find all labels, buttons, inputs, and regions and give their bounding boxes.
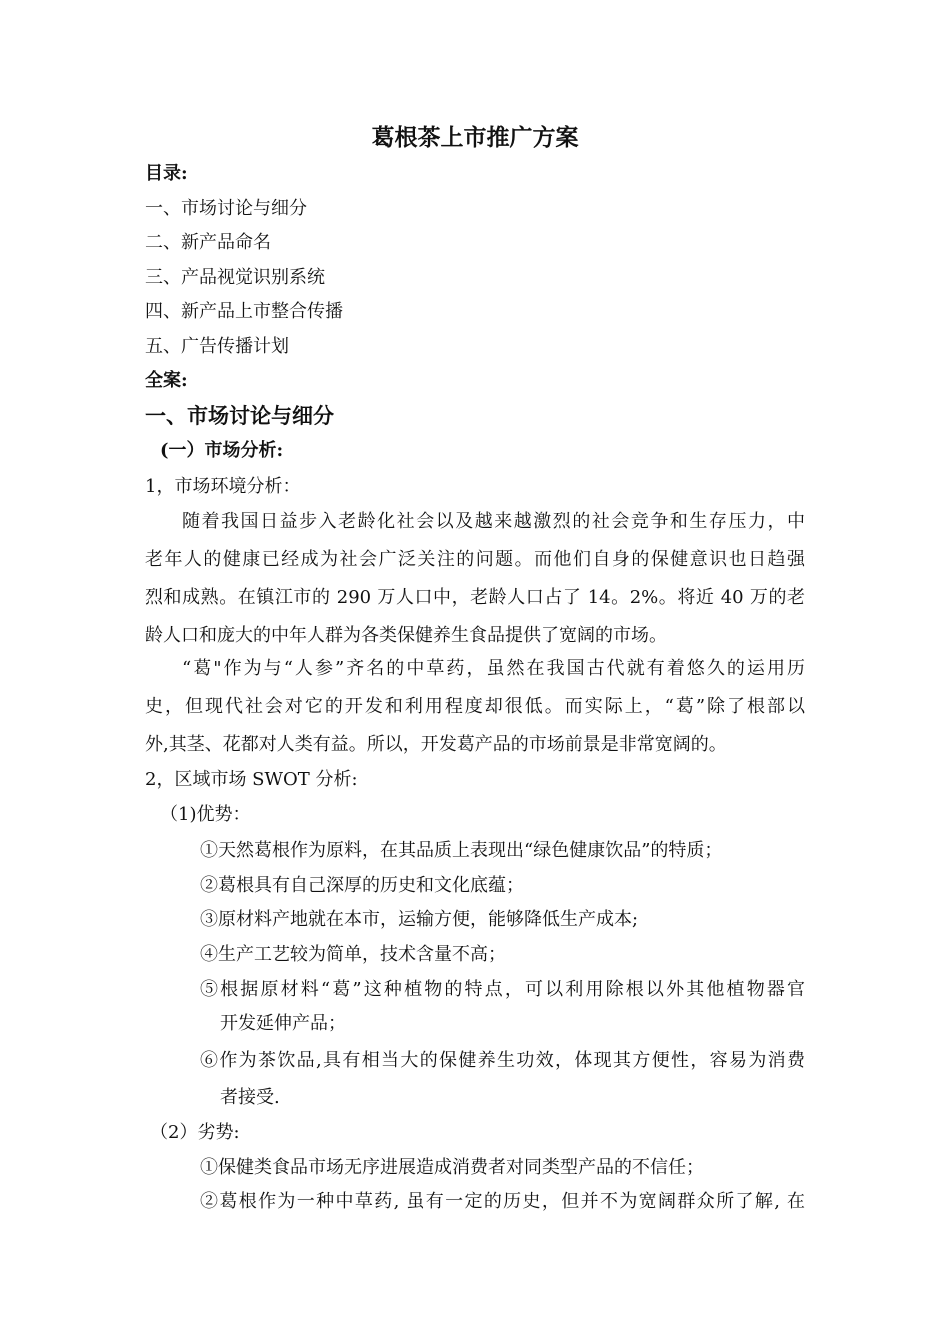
list-item: ⑤根据原材料“葛”这种植物的特点，可以利用除根以外其他植物器官 xyxy=(200,979,805,1000)
toc-item: 四、新产品上市整合传播 xyxy=(145,301,343,322)
document-title: 葛根茶上市推广方案 xyxy=(371,124,579,151)
paragraph-line: 史，但现代社会对它的开发和利用程度却很低。而实际上，“葛”除了根部以 xyxy=(145,696,805,717)
toc-item: 五、广告传播计划 xyxy=(145,336,289,357)
paragraph-line: 龄人口和庞大的中年人群为各类保健养生食品提供了宽阔的市场。 xyxy=(145,625,667,646)
paragraph-line: 随着我国日益步入老龄化社会以及越来越激烈的社会竞争和生存压力，中 xyxy=(182,511,805,532)
paragraph-line: 烈和成熟。在镇江市的 290 万人口中，老龄人口占了 14。2%。将近 40 万的老 xyxy=(145,587,805,608)
toc-label: 目录: xyxy=(145,163,188,184)
paragraph-line: 老年人的健康已经成为社会广泛关注的问题。而他们自身的保健意识也日趋强 xyxy=(145,549,805,570)
paragraph-line: 外,其茎、花都对人类有益。所以，开发葛产品的市场前景是非常宽阔的。 xyxy=(145,734,727,755)
list-item: ③原材料产地就在本市，运输方便，能够降低生产成本; xyxy=(200,909,639,930)
list-item: ①保健类食品市场无序进展造成消费者对同类型产品的不信任； xyxy=(200,1157,704,1178)
list-item: ④生产工艺较为简单，技术含量不高； xyxy=(200,944,506,965)
list-item: ①天然葛根作为原料，在其品质上表现出“绿色健康饮品”的特质； xyxy=(200,840,723,861)
toc-item: 一、市场讨论与细分 xyxy=(145,198,307,219)
list-item: ②葛根具有自己深厚的历史和文化底蕴； xyxy=(200,875,524,896)
paragraph-line: “葛"作为与“人参”齐名的中草药，虽然在我国古代就有着悠久的运用历 xyxy=(182,658,805,679)
item-heading: 1，市场环境分析： xyxy=(145,476,301,497)
toc-item: 三、产品视觉识别系统 xyxy=(145,267,325,288)
list-item-continued: 开发延伸产品； xyxy=(220,1013,346,1034)
toc-item: 二、新产品命名 xyxy=(145,232,271,253)
list-item: ⑥作为茶饮品,具有相当大的保健养生功效，体现其方便性，容易为消费 xyxy=(200,1050,805,1071)
item-heading: 2，区域市场 SWOT 分析: xyxy=(145,769,358,790)
weakness-label: （2）劣势: xyxy=(150,1122,240,1143)
subsection-heading: (一）市场分析: xyxy=(160,440,284,461)
list-item: ②葛根作为一种中草药, 虽有一定的历史，但并不为宽阔群众所了解, 在 xyxy=(200,1191,805,1212)
list-item-continued: 者接受. xyxy=(220,1087,280,1108)
section-heading: 一、市场讨论与细分 xyxy=(145,403,334,428)
strength-label: （1)优势： xyxy=(160,804,251,825)
full-label: 全案: xyxy=(145,370,188,391)
